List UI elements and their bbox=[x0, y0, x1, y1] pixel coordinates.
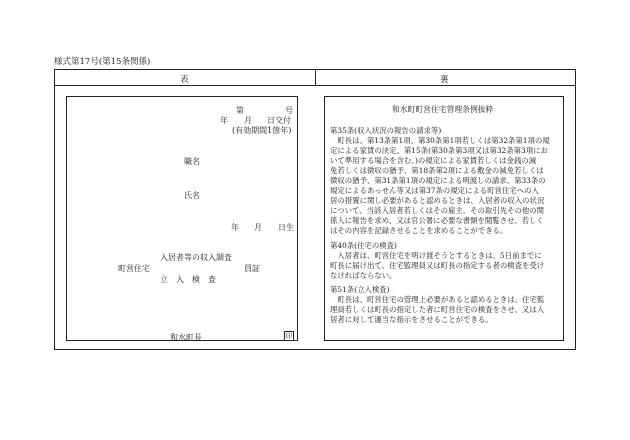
inspector-title-right: 員証 bbox=[244, 264, 260, 273]
header-column-divider bbox=[315, 70, 316, 85]
issue-month: 月 bbox=[244, 116, 252, 125]
ordinance-line: 第40条(住宅の検査) bbox=[330, 241, 397, 250]
ordinance-line: 免若しくは徴収の猶予、第18条第2項による敷金の減免若しくは bbox=[330, 166, 544, 175]
birth-year: 年 bbox=[231, 223, 239, 232]
issue-day-label: 日交付 bbox=[267, 116, 291, 125]
ordinance-line: 居者に対して適当な指示をさせることができる。 bbox=[330, 315, 493, 324]
header-divider bbox=[55, 85, 575, 86]
ordinance-line: 町長に届け出て、住宅監理員又は町長の指定する者の検査を受け bbox=[330, 261, 545, 270]
name-label: 氏名 bbox=[184, 191, 200, 200]
inspector-title-left: 町営住宅 bbox=[118, 264, 150, 273]
ordinance-line: 入居者は、町営住宅を明け渡そうとするときは、5日前までに bbox=[330, 251, 542, 260]
ordinance-line: 定による家賃の決定、第15条(第30条第3項又は第32条第3項にお bbox=[330, 146, 548, 155]
number-suffix: 号 bbox=[285, 106, 293, 115]
number-label: 第 bbox=[236, 106, 244, 115]
front-header: 表 bbox=[180, 75, 189, 85]
inspector-title-line1: 入居者等の収入調査 bbox=[160, 253, 232, 262]
issue-year: 年 bbox=[220, 116, 228, 125]
ordinance-line: 第35条(収入状況の報告の請求等) bbox=[330, 126, 442, 135]
mayor-title: 和水町長 bbox=[170, 333, 202, 342]
ordinance-line: なければならない。 bbox=[330, 271, 397, 280]
birth-day: 日生 bbox=[278, 223, 294, 232]
ordinance-line: 居の措置に関し必要があると認めるときは、入居者の収入の状況 bbox=[330, 196, 545, 205]
back-header: 裏 bbox=[440, 75, 449, 85]
ordinance-line: について、当該入居者若しくはその雇主、その取引先その他の関 bbox=[330, 206, 545, 215]
form-number-label: 様式第17号(第15条関係) bbox=[54, 57, 151, 67]
validity-period: (有効期間1箇年) bbox=[232, 126, 292, 135]
ordinance-title: 和水町町営住宅管理条例抜粋 bbox=[392, 105, 494, 114]
ordinance-line: 理員若しくは町長の指定した者に町営住宅の検査をさせ、又は入 bbox=[330, 305, 545, 314]
ordinance-line: 第51条(立入検査) bbox=[330, 285, 390, 294]
ordinance-line: 徴収の猶予、第31条第1項の規定による明渡しの請求、第33条の bbox=[330, 176, 546, 185]
ordinance-line: 係人に報告を求め、又は官公署に必要な書類を閲覧させ、若しく bbox=[330, 216, 544, 225]
ordinance-line: いて準用する場合を含む。)の規定による家賃若しくは金銭の減 bbox=[330, 156, 537, 165]
official-seal-mark: 印 bbox=[285, 332, 293, 340]
ordinance-line: 町長は、町営住宅の管理上必要があると認めるときは、住宅監 bbox=[330, 295, 545, 304]
ordinance-line: 規定によるあっせん等又は第37条の規定による町営住宅への入 bbox=[330, 186, 539, 195]
ordinance-line: 町長は、第13条第1項、第30条第1項若しくは第32条第1項の規 bbox=[330, 136, 550, 145]
inspector-title-line3: 立 入 検 査 bbox=[160, 275, 216, 284]
birth-month: 月 bbox=[254, 223, 262, 232]
ordinance-line: はその内容を記録させることを求めることができる。 bbox=[330, 226, 508, 235]
position-label: 職名 bbox=[184, 157, 200, 166]
